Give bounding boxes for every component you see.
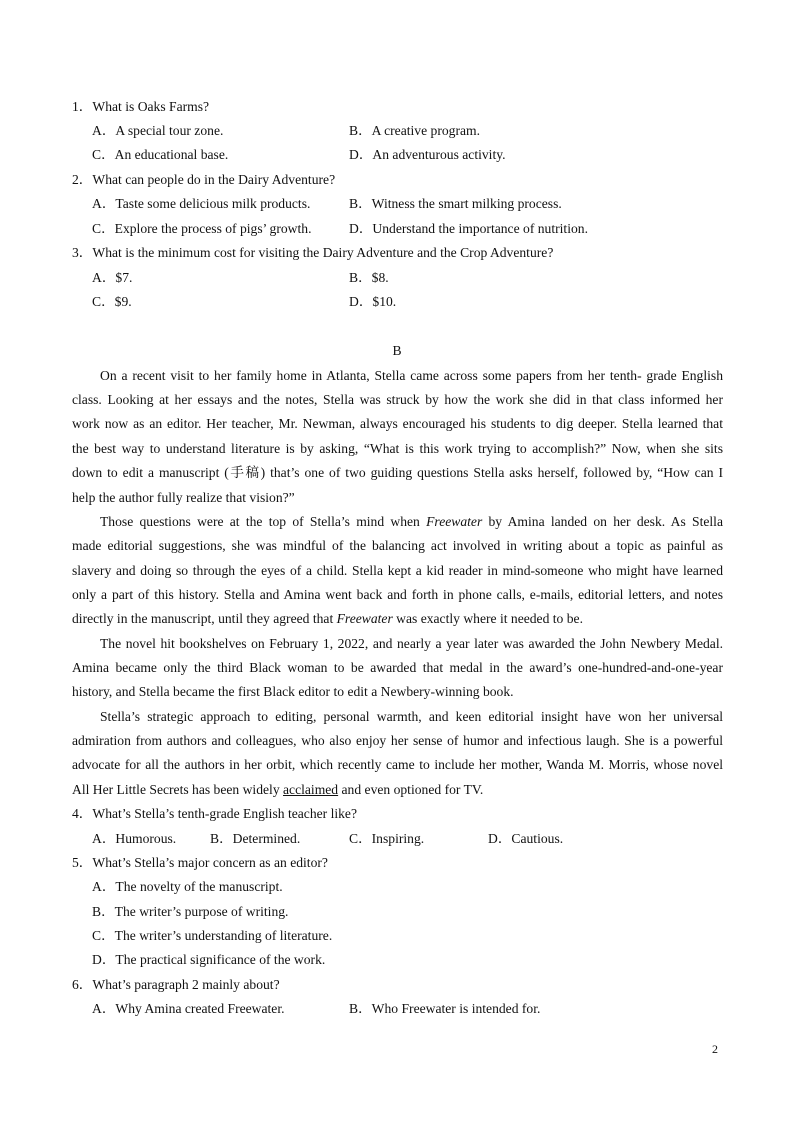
- question-6-stem: 6．What’s paragraph 2 mainly about?: [72, 977, 280, 992]
- passage-line: made editorial suggestions, she was mindful of the balancing act involved in writing about a topic as painful as: [72, 538, 723, 553]
- passage-line: advocate for all the authors in her orbit, which recently came to include her mother, Wanda M. Morris, whose novel: [72, 757, 723, 772]
- question-4-option-c: C．Inspiring.: [349, 831, 425, 846]
- passage-line: admiration from authors and colleagues, who also enjoy her sense of humor and infectious laugh. She is a powerful: [72, 733, 723, 748]
- passage-line: Stella’s strategic approach to editing, personal warmth, and keen editorial insight have won her universal: [100, 709, 723, 724]
- question-6-option-a: A．Why Amina created Freewater.: [92, 1001, 285, 1016]
- question-1-option-c: C．An educational base.: [92, 147, 229, 162]
- question-1-option-d: D．An adventurous activity.: [349, 147, 506, 162]
- question-2-option-d: D．Understand the importance of nutrition.: [349, 221, 588, 236]
- passage-line: On a recent visit to her family home in Atlanta, Stella came across some papers from her tenth- grade English: [100, 368, 723, 383]
- passage-line: work now as an editor. Her teacher, Mr. Newman, always encouraged his students to dig deeper. Stella learned that: [72, 416, 723, 431]
- question-4-option-a: A．Humorous.: [92, 831, 177, 846]
- question-2-option-a: A．Taste some delicious milk products.: [92, 196, 311, 211]
- passage-line: history, and Stella became the first Black editor to edit a Newbery-winning book.: [72, 684, 514, 699]
- passage-line: slavery and doing so through the eyes of a child. Stella kept a kid reader in mind-someone who might have learned: [72, 563, 723, 578]
- passage-line: Amina became only the third Black woman to be awarded that medal in the award’s one-hundred-and-one-year: [72, 660, 723, 675]
- passage-line: [72, 510, 723, 534]
- question-3-option-a: A．$7.: [92, 270, 133, 285]
- book-title-freewater: Freewater: [336, 611, 393, 626]
- question-3-option-b: B．$8.: [349, 270, 389, 285]
- passage-line: only a part of this history. Stella and Amina went back and forth in phone calls, e-mails, editorial letters, and notes: [72, 587, 723, 602]
- question-2-stem: 2．What can people do in the Dairy Adventure?: [72, 172, 336, 187]
- passage-line: class. Looking at her essays and the notes, Stella was struck by how the work she did in that class informed her: [72, 392, 723, 407]
- book-title-freewater: Freewater: [426, 514, 483, 529]
- question-2-option-b: B．Witness the smart milking process.: [349, 196, 562, 211]
- passage-text: by Amina landed on her desk. As Stella: [482, 514, 723, 529]
- question-1-option-b: B．A creative program.: [349, 123, 480, 138]
- question-2-option-c: C．Explore the process of pigs’ growth.: [92, 221, 312, 236]
- passage-line: the best way to understand literature is by asking, “What is this work trying to accomplish?” Now, when she sits: [72, 441, 723, 456]
- passage-line: down to edit a manuscript (手稿) that’s one of two guiding questions Stella asks herself, followed by, “How can I: [72, 465, 723, 480]
- passage-text: and even optioned for TV.: [338, 782, 484, 797]
- underlined-word-acclaimed: acclaimed: [283, 782, 339, 797]
- question-5-option-a: A．The novelty of the manuscript.: [92, 879, 283, 894]
- section-b-title: B: [392, 343, 402, 358]
- passage-text: directly in the manuscript, until they agreed that: [72, 611, 337, 626]
- question-1-stem: 1．What is Oaks Farms?: [72, 99, 210, 114]
- question-4-option-b: B．Determined.: [210, 831, 301, 846]
- passage-line: help the author fully realize that vision?”: [72, 490, 295, 505]
- passage-text: All Her Little Secrets has been widely: [72, 782, 284, 797]
- passage-line: [72, 778, 723, 802]
- question-3-option-d: D．$10.: [349, 294, 397, 309]
- question-4-option-d: D．Cautious.: [488, 831, 564, 846]
- question-3-stem: 3．What is the minimum cost for visiting the Dairy Adventure and the Crop Adventure?: [72, 245, 554, 260]
- question-5-option-c: C．The writer’s understanding of literature.: [92, 928, 333, 943]
- question-1-option-a: A．A special tour zone.: [92, 123, 224, 138]
- question-5-stem: 5．What’s Stella’s major concern as an editor?: [72, 855, 328, 870]
- question-5-option-b: B．The writer’s purpose of writing.: [92, 904, 289, 919]
- question-5-option-d: D．The practical significance of the work.: [92, 952, 326, 967]
- page-number: 2: [712, 1042, 718, 1056]
- question-4-stem: 4．What’s Stella’s tenth-grade English teacher like?: [72, 806, 357, 821]
- passage-text: was exactly where it needed to be.: [392, 611, 583, 626]
- question-6-option-b: B．Who Freewater is intended for.: [349, 1001, 541, 1016]
- passage-line: The novel hit bookshelves on February 1, 2022, and nearly a year later was awarded the John Newbery Medal.: [100, 636, 723, 651]
- passage-text: Those questions were at the top of Stella’s mind when: [100, 514, 427, 529]
- passage-line: [72, 607, 723, 631]
- question-3-option-c: C．$9.: [92, 294, 132, 309]
